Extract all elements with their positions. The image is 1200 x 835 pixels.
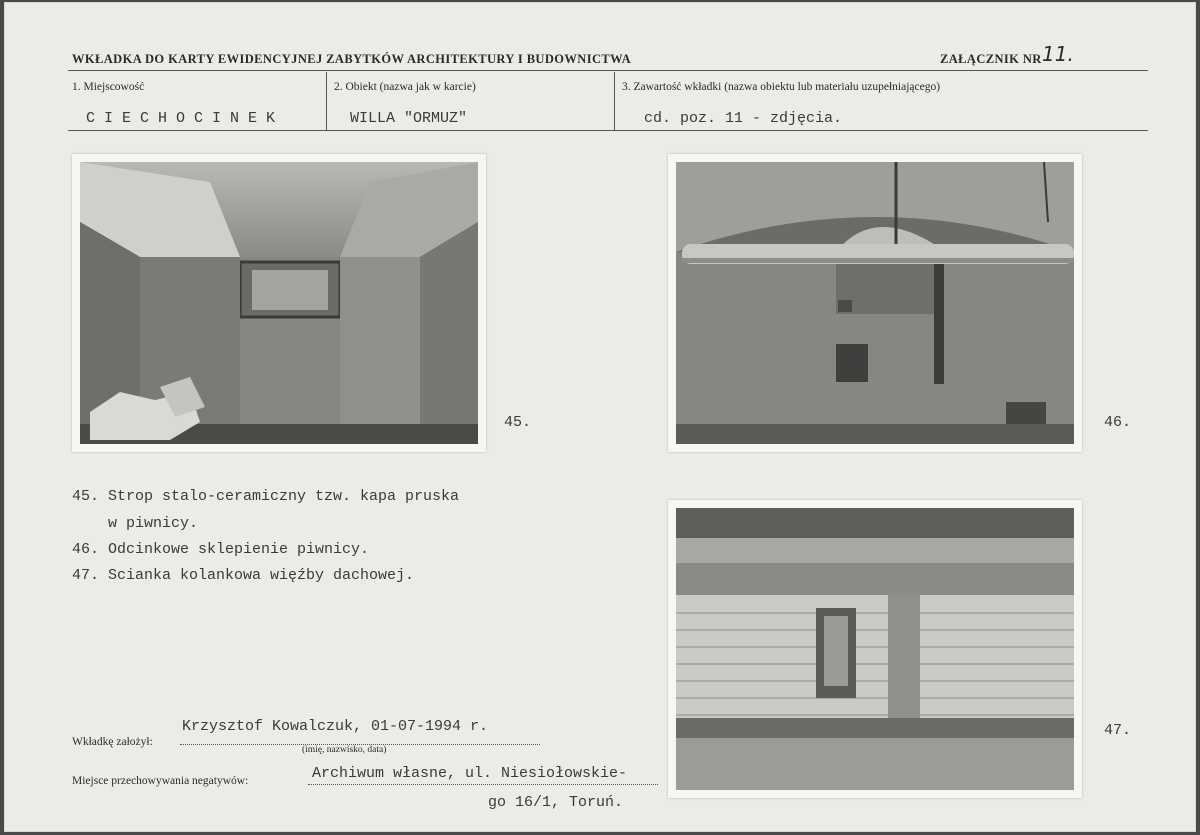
field-divider-2 (614, 72, 615, 130)
founder-hint: (imię, nazwisko, data) (302, 745, 387, 755)
header-title: WKŁADKA DO KARTY EWIDENCYJNEJ ZABYTKÓW ARCHITEKTURY I BUDOWNICTWA (72, 52, 632, 66)
storage-value-line1: Archiwum własne, ul. Niesiołowskie- (312, 765, 628, 782)
header-rule (68, 70, 1148, 71)
photo-47-image (676, 508, 1074, 790)
field-value-object: WILLA "ORMUZ" (350, 110, 468, 127)
photo-46-number: 46. (1104, 414, 1132, 431)
caption-45-line2: w piwnicy. (72, 515, 199, 532)
caption-47: 47. Scianka kolankowa więźby dachowej. (72, 567, 415, 584)
founder-label: Wkładkę założył: (72, 736, 153, 748)
field-label-contents: 3. Zawartość wkładki (nazwa obiektu lub materiału uzupełniającego) (622, 81, 941, 93)
caption-46: 46. Odcinkowe sklepienie piwnicy. (72, 541, 370, 558)
field-divider-1 (326, 72, 327, 130)
founder-value: Krzysztof Kowalczuk, 01-07-1994 r. (182, 718, 489, 735)
storage-line (308, 784, 658, 785)
field-value-locality: C I E C H O C I N E K (86, 110, 276, 127)
field-value-contents: cd. poz. 11 - zdjęcia. (644, 110, 843, 127)
annex-number: 11. (1042, 42, 1074, 66)
caption-45-line1: 45. Strop stalo-ceramiczny tzw. kapa pruska (72, 488, 460, 505)
field-label-locality: 1. Miejscowość (72, 81, 145, 93)
field-label-object: 2. Obiekt (nazwa jak w karcie) (334, 81, 476, 93)
photo-45 (72, 154, 486, 452)
photo-47 (668, 500, 1082, 798)
inventory-card-insert (4, 2, 1196, 832)
photo-45-number: 45. (504, 414, 532, 431)
photo-47-number: 47. (1104, 722, 1132, 739)
photo-45-image (80, 162, 478, 444)
photo-46-image (676, 162, 1074, 444)
fields-rule (68, 130, 1148, 131)
annex-label: ZAŁĄCZNIK NR (940, 52, 1042, 66)
storage-value-line2: go 16/1, Toruń. (488, 794, 624, 811)
photo-46 (668, 154, 1082, 452)
storage-label: Miejsce przechowywania negatywów: (72, 775, 249, 787)
